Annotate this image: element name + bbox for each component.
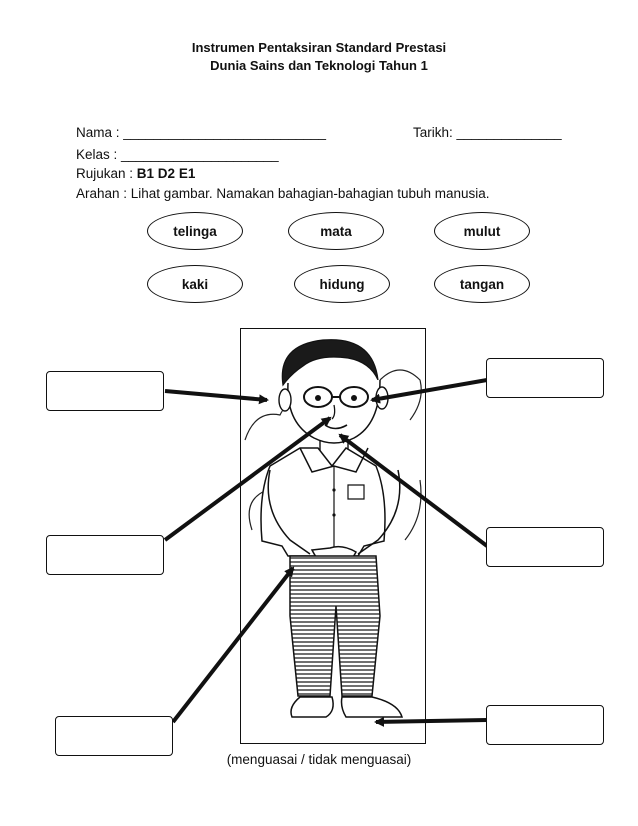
- worksheet-subtitle: Dunia Sains dan Teknologi Tahun 1: [210, 58, 428, 73]
- tarikh-line: Tarikh: ______________: [413, 125, 562, 140]
- word-oval-mulut: mulut: [434, 212, 530, 250]
- answer-box-right-2[interactable]: [486, 527, 604, 567]
- word-oval-mata: mata: [288, 212, 384, 250]
- kelas-line: Kelas : _____________________: [76, 147, 279, 162]
- rujukan-value: B1 D2 E1: [136, 166, 196, 181]
- answer-box-right-1[interactable]: [486, 358, 604, 398]
- word-oval-telinga: telinga: [147, 212, 243, 250]
- word-oval-tangan: tangan: [434, 265, 530, 303]
- answer-box-right-3[interactable]: [486, 705, 604, 745]
- answer-box-left-2[interactable]: [46, 535, 164, 575]
- rujukan-label: Rujukan :: [76, 166, 137, 181]
- mastery-note: (menguasai / tidak menguasai): [226, 752, 412, 767]
- nama-line: Nama : ___________________________: [76, 125, 326, 140]
- worksheet-title: Instrumen Pentaksiran Standard Prestasi: [191, 40, 447, 55]
- word-oval-hidung: hidung: [294, 265, 390, 303]
- answer-box-left-3[interactable]: [55, 716, 173, 756]
- answer-box-left-1[interactable]: [46, 371, 164, 411]
- word-oval-kaki: kaki: [147, 265, 243, 303]
- arahan-instruction: Arahan : Lihat gambar. Namakan bahagian-bahagian tubuh manusia.: [76, 186, 490, 201]
